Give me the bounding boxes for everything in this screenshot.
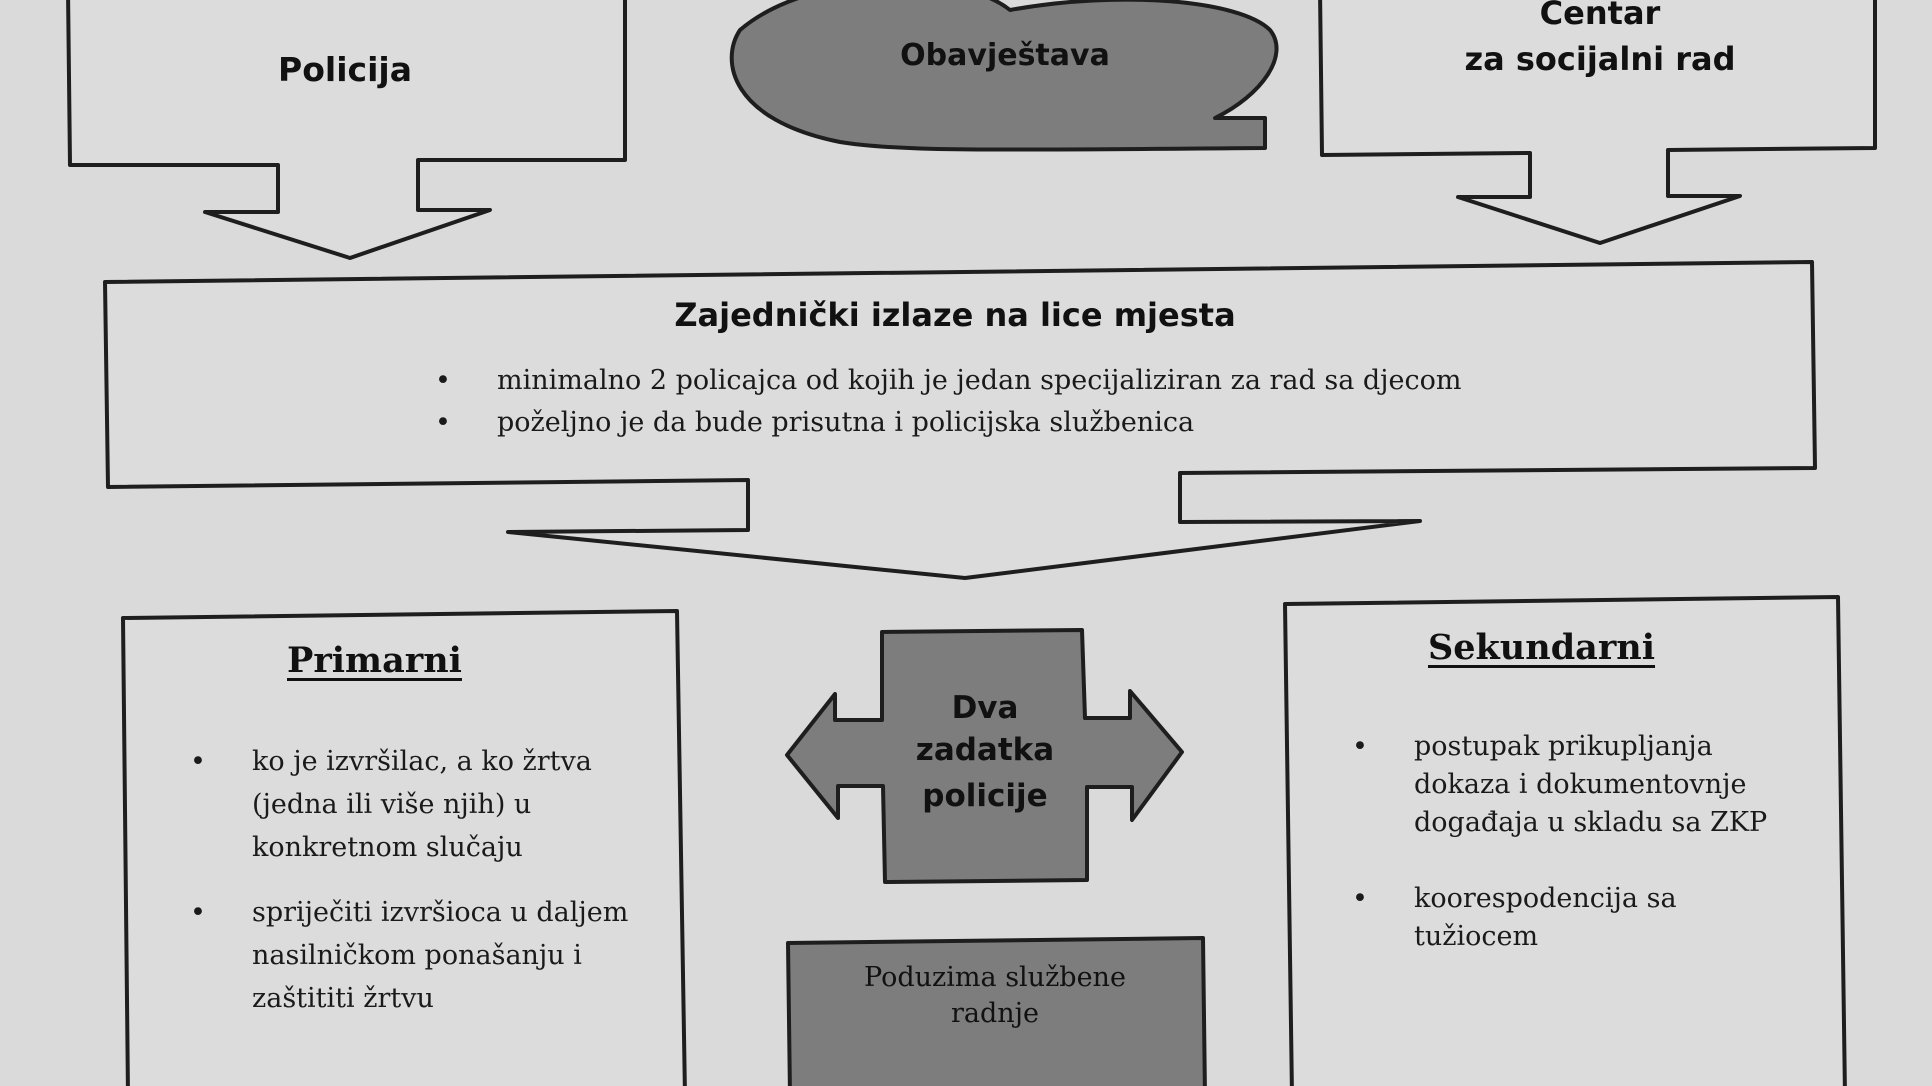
action-label-line2: radnje [950,998,1040,1029]
social-label-line2: za socijalni rad [1464,40,1736,78]
primary-list [190,740,650,1020]
primary-item: • spriječiti izvršioca u daljem nasilničkom ponašanju i zaštititi žrtvu [190,891,650,1020]
joint-item: • minimalno 2 policajca od kojih je jedan specijaliziran za rad sa djecom [435,360,1565,402]
secondary-item: • koorespodencija sa tužiocem [1352,880,1792,956]
social-arrow-box [1320,0,1875,243]
center-label-line3: policije [922,778,1048,814]
social-label-line1: Centar [1539,0,1661,32]
inform-label: Obavještava [900,38,1110,73]
secondary-list [1352,728,1792,956]
secondary-item: • postupak prikupljanja dokaza i dokumentovnje događaja u skladu sa ZKP [1352,728,1792,842]
primary-item: • ko je izvršilac, a ko žrtva (jedna ili više njih) u konkretnom slučaju [190,740,650,869]
police-arrow-box [68,0,625,258]
police-label: Policija [278,50,412,89]
secondary-title: Sekundarni [1428,627,1656,668]
joint-list [435,360,1565,444]
center-label-line2: zadatka [915,732,1055,768]
center-label-line1: Dva [951,690,1019,726]
inform-callout-shape [732,0,1277,150]
action-label-line1: Poduzima službene [864,962,1126,993]
primary-title: Primarni [287,640,462,681]
joint-item: • poželjno je da bude prisutna i policijska službenica [435,402,1565,444]
joint-title: Zajednički izlaze na lice mjesta [674,296,1236,334]
